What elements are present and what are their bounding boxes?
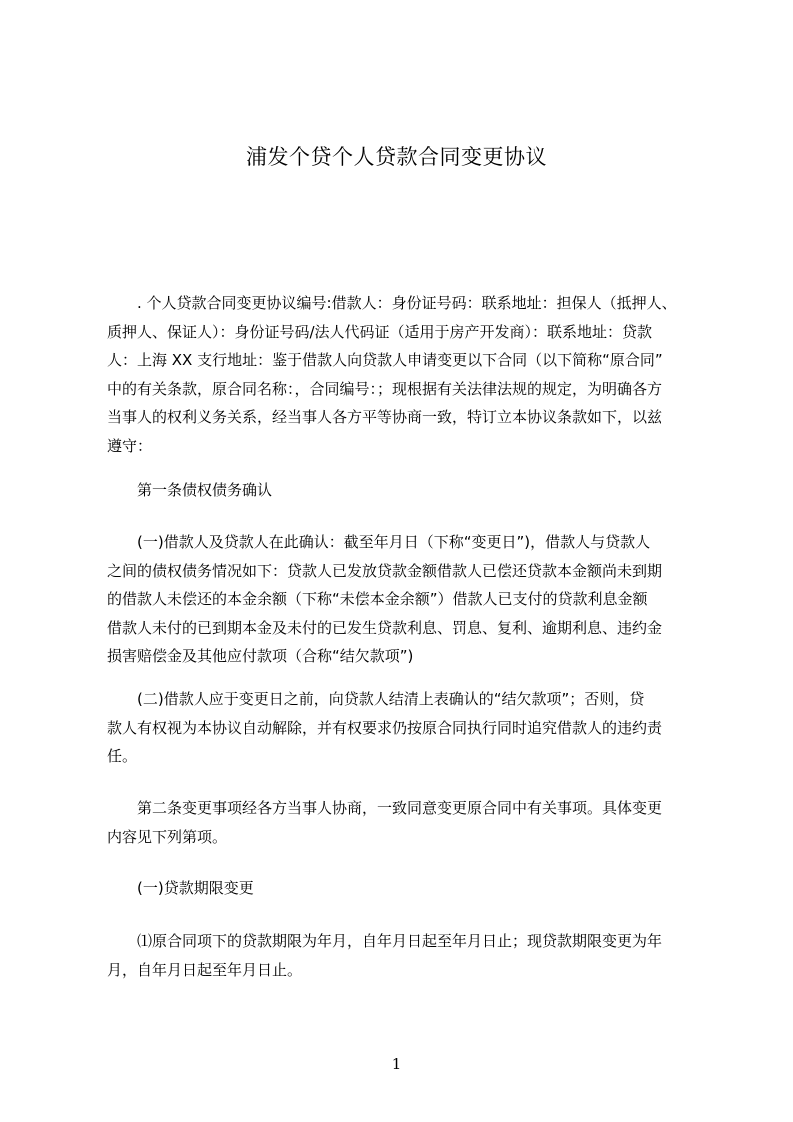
text-line: 人：上海 XX 支行地址：鉴于借款人向贷款人申请变更以下合同（以下简称“原合同” xyxy=(107,351,663,369)
text-line: 质押人、保证人）：身份证号码/法人代码证（适用于房产开发商）：联系地址：贷款 xyxy=(107,322,653,341)
text-line: 损害赔偿金及其他应付款项（合称“结欠款项”) xyxy=(107,647,414,665)
text-line: 之间的债权债务情况如下：贷款人已发放贷款金额借款人已偿还贷款本金额尚未到期 xyxy=(107,561,663,580)
text-line: 中的有关条款，原合同名称：，合同编号：；现根据有关法律法规的规定，为明确各方 xyxy=(107,379,663,398)
text-line: 月，自年月日起至年月日止。 xyxy=(107,960,303,979)
text-line: (二)借款人应于变更日之前，向贷款人结清上表确认的“结欠款项”；否则，贷 xyxy=(137,690,645,708)
text-line: 第二条变更事项经各方当事人协商，一致同意变更原合同中有关事项。具体变更 xyxy=(137,799,663,817)
article2-sub-heading xyxy=(107,874,703,903)
text-line: 款人有权视为本协议自动解除，并有权要求仍按原合同执行同时追究借款人的违约责 xyxy=(107,718,663,737)
article1-item1-paragraph xyxy=(107,528,703,671)
text-line: 内容见下列第项。 xyxy=(107,827,228,846)
heading-text: (一)贷款期限变更 xyxy=(137,879,254,897)
article2-sub-item1-paragraph xyxy=(107,927,703,984)
article1-item2-paragraph xyxy=(107,685,703,771)
document-title: 浦发个贷个人贷款合同变更协议 xyxy=(246,145,547,169)
text-line: (一)借款人及贷款人在此确认：截至年月日（下称“变更日”)，借款人与贷款人 xyxy=(137,533,651,551)
preamble-paragraph xyxy=(107,289,703,460)
text-line: 的借款人未偿还的本金余额（下称“未偿本金余额”）借款人已支付的贷款利息金额 xyxy=(107,590,648,608)
text-line: ⑴原合同项下的贷款期限为年月，自年月日起至年月日止；现贷款期限变更为年 xyxy=(137,932,663,950)
article1-heading xyxy=(107,476,703,505)
page-number: 1 xyxy=(391,1055,402,1073)
text-line: 任。 xyxy=(107,747,138,765)
text-line: 当事人的权利义务关系，经当事人各方平等协商一致，特订立本协议条款如下，以兹 xyxy=(107,408,663,426)
text-line: 借款人未付的已到期本金及未付的已发生贷款利息、罚息、复利、逾期利息、违约金 xyxy=(107,618,663,637)
heading-text: 第一条债权债务确认 xyxy=(137,481,273,499)
text-line: 遵守： xyxy=(107,436,153,455)
article2-paragraph xyxy=(107,794,703,851)
text-line: . 个人贷款合同变更协议编号:借款人：身份证号码：联系地址：担保人（抵押人、 xyxy=(137,294,677,312)
